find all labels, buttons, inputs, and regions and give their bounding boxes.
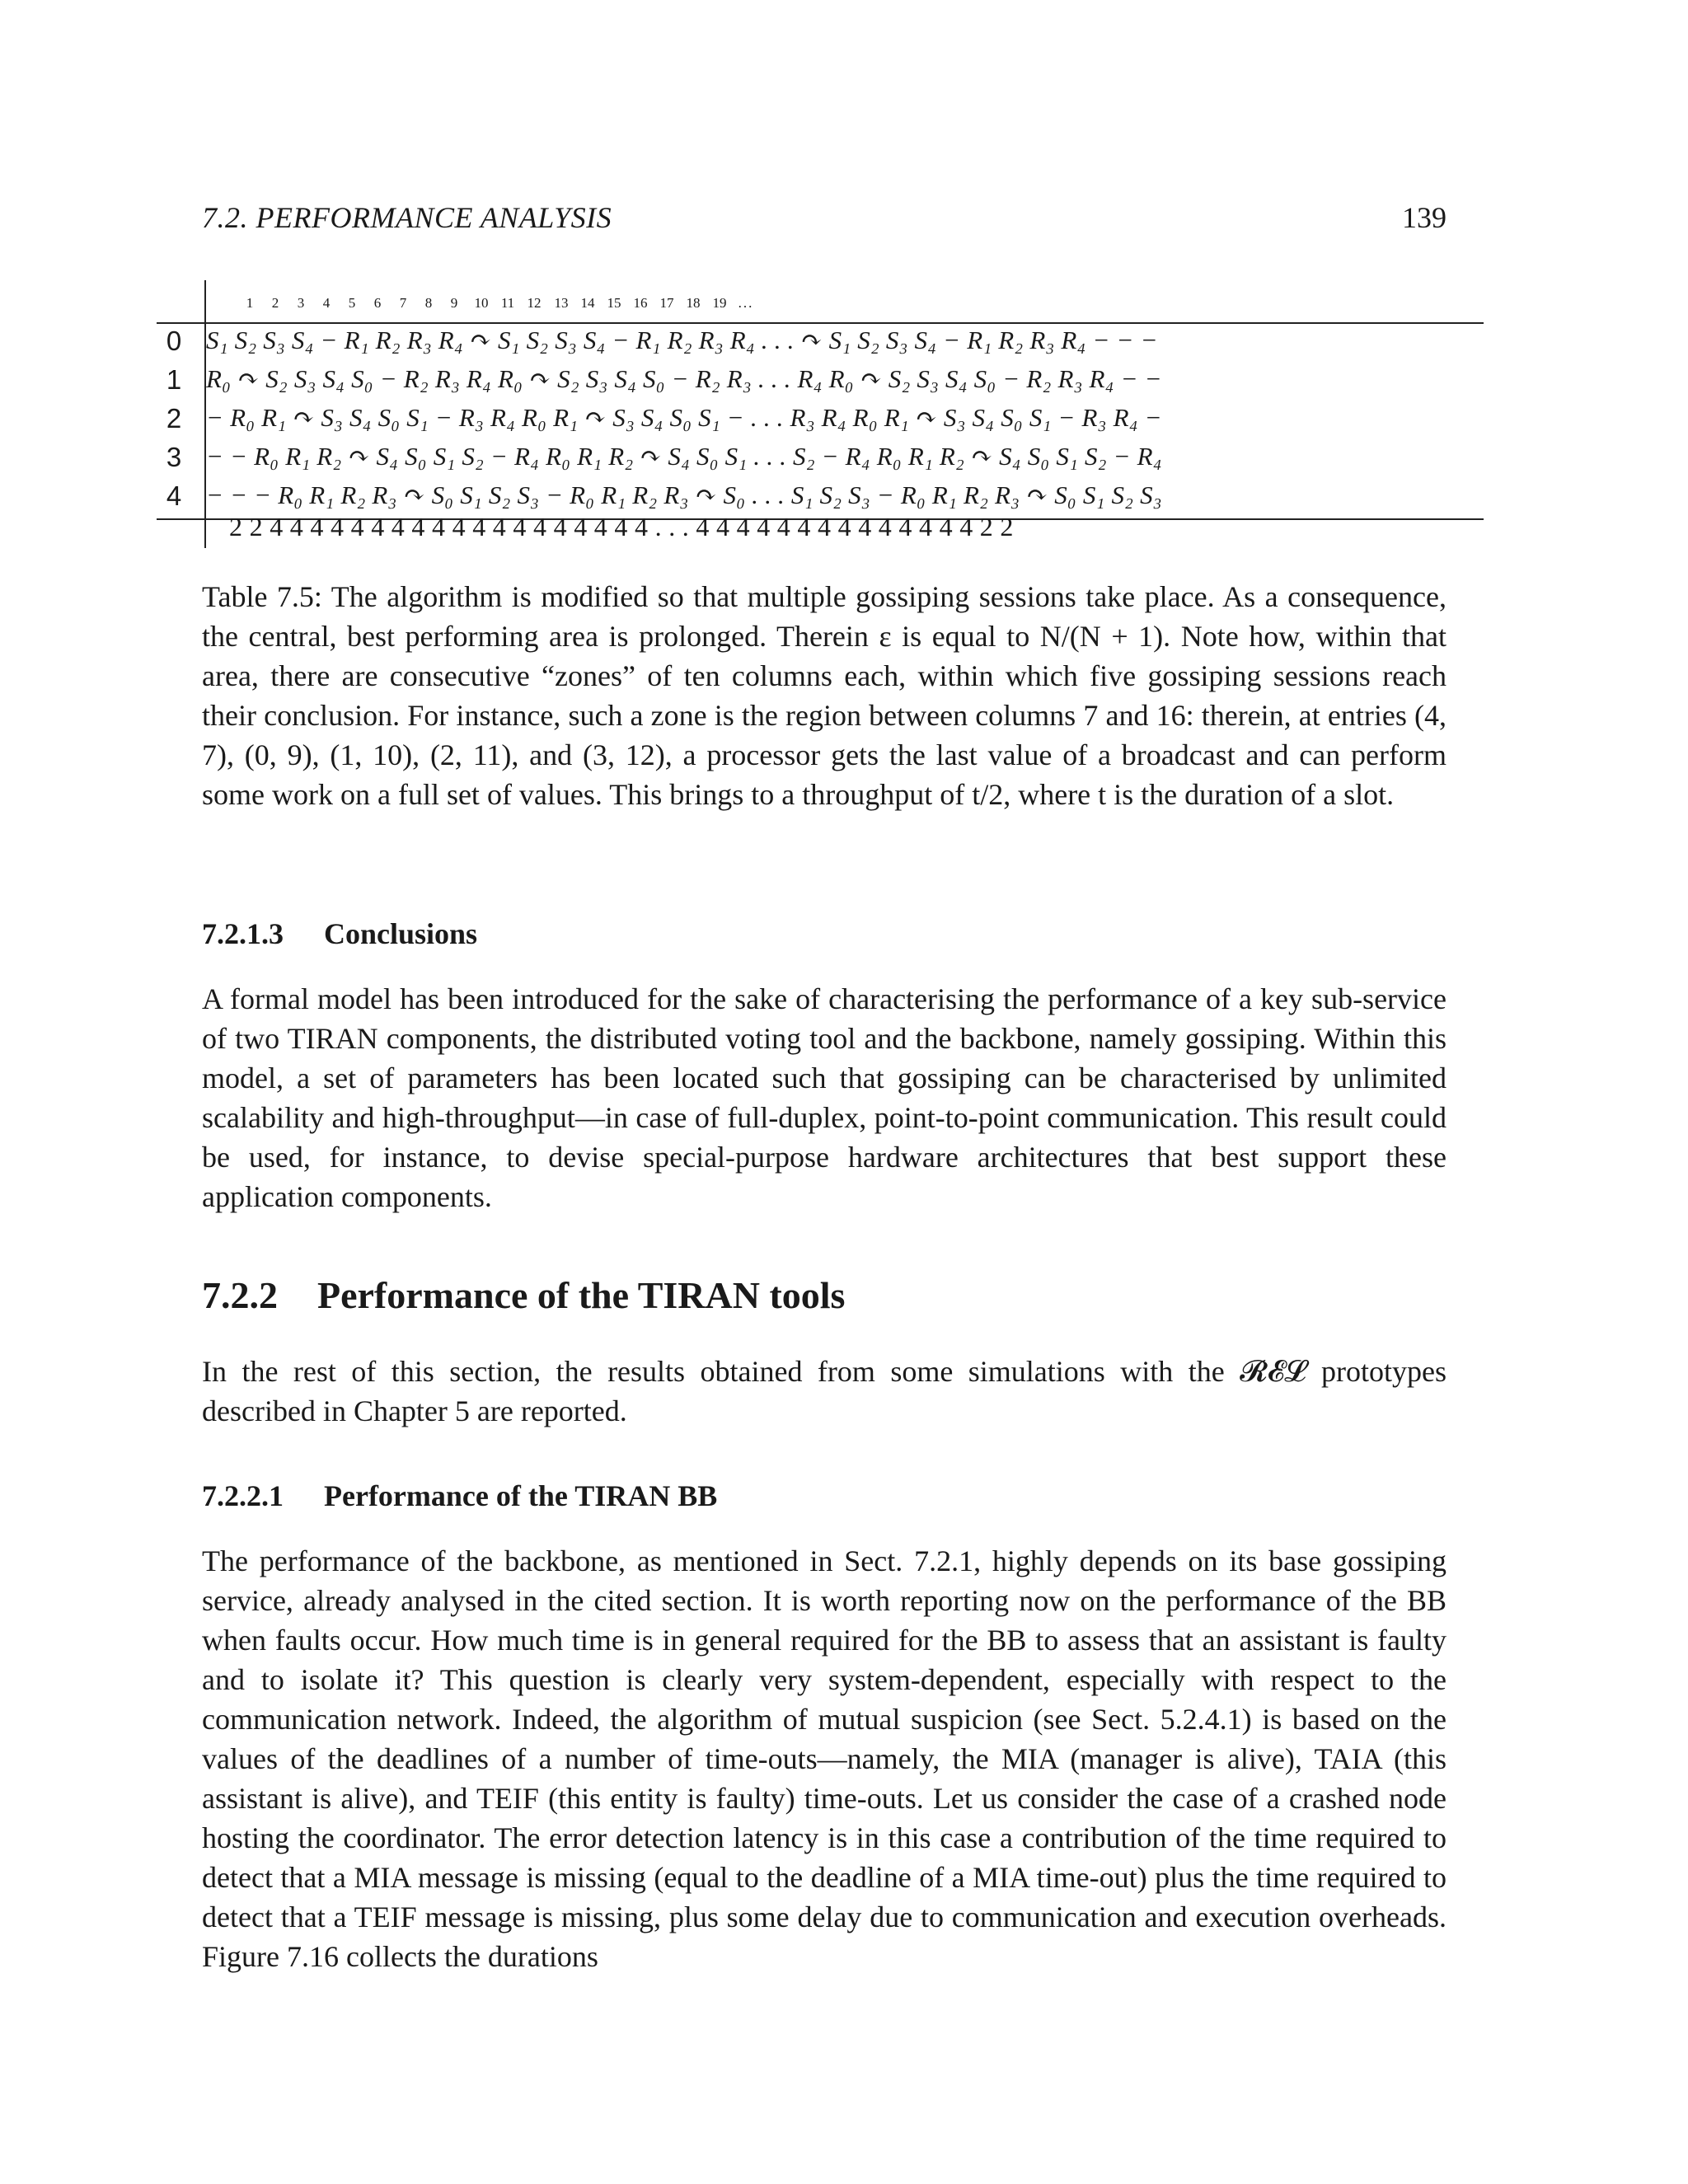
row-sequence: − R₀ R₁ ↷ S₃ S₄ S₀ S₁ − R₃ R₄ R₀ R₁ ↷ S₃ S₄ S₀ S₁ − . . . R₃ R₄ R₀ R₁ ↷ S₃ S₄ S₀ S₁ − R₃ R₄ − xyxy=(206,403,1162,432)
row-sequence: S₁ S₂ S₃ S₄ − R₁ R₂ R₃ R₄ ↷ S₁ S₂ S₃ S₄ − R₁ R₂ R₃ R₄ . . . ↷ S₁ S₂ S₃ S₄ − R₁ R₂ R₃ R₄ − − − xyxy=(206,326,1158,354)
heading-number: 7.2.2 xyxy=(202,1274,278,1316)
column-number: 15 xyxy=(607,295,621,311)
running-head xyxy=(202,200,1447,241)
column-number: 13 xyxy=(554,295,569,311)
heading-number: 7.2.1.3 xyxy=(202,917,284,950)
heading-title: Performance of the TIRAN BB xyxy=(324,1479,718,1512)
subsection-heading-tiran-bb xyxy=(202,1479,717,1513)
column-number: 9 xyxy=(450,295,458,311)
column-number: 14 xyxy=(580,295,595,311)
row-index: 2 xyxy=(166,403,182,434)
row-index: 3 xyxy=(166,442,182,472)
column-number: 16 xyxy=(633,295,648,311)
row-index: 0 xyxy=(166,326,182,356)
column-number: 18 xyxy=(686,295,701,311)
column-number: 1 xyxy=(246,295,254,311)
running-title: 7.2. PERFORMANCE ANALYSIS xyxy=(202,201,612,234)
row-sequence: − − − R₀ R₁ R₂ R₃ ↷ S₀ S₁ S₂ S₃ − R₀ R₁ R₂ R₃ ↷ S₀ . . . S₁ S₂ S₃ − R₀ R₁ R₂ R₃ ↷ S₀ S₁ S₂ S₃ xyxy=(206,480,1162,509)
paragraph-text: The performance of the backbone, as mentioned in Sect. 7.2.1, highly depends on its base gossiping service, already analysed in the cited section. It is worth reporting now on the performance of the BB when faults occur. How much time is in general required for the BB to assess that an assistant is faulty and to isolate it? This question is clearly very system-dependent, especially with respect to the communication network. Indeed, the algorithm of mutual suspicion (see Sect. 5.2.4.1) is based on the values of the deadlines of a number of time-outs—namely, the MIA (manager is alive), TAIA (this assistant is alive), and TEIF (this entity is faulty) time-outs. Let us consider the case of a crashed node hosting the coordinator. The error detection latency is in this case a contribution of the time required to detect that a MIA message is missing (equal to the deadline of a MIA time-out) plus the time required to detect that a TEIF message is missing, plus some delay due to communication and execution overheads. Figure 7.16 collects the durations xyxy=(202,1544,1447,1973)
bb-paragraph xyxy=(202,1541,1447,1976)
heading-title: Performance of the TIRAN tools xyxy=(317,1274,846,1316)
paragraph-text: A formal model has been introduced for the sake of characterising the performance of a key sub-service of two TIRAN components, the distributed voting tool and the backbone, namely gossiping. Within this model, a set of parameters has been located such that gossiping can be characterised by unlimited scalability and high-throughput—in case of full-duplex, point-to-point communication. This result could be used, for instance, to devise special-purpose hardware architectures that best support these application components. xyxy=(202,982,1447,1213)
page-number: 139 xyxy=(1402,201,1447,234)
gossip-table xyxy=(157,280,1484,548)
column-number: 19 xyxy=(712,295,727,311)
column-number: 6 xyxy=(373,295,382,311)
column-number: 12 xyxy=(527,295,542,311)
caption-text: Table 7.5: The algorithm is modified so that multiple gossiping sessions take place. As a consequence, the central, best performing area is prolonged. Therein ε is equal to N/(N + 1). Note how, within that area, there are consecutive “zones” of ten columns each, within which five gossiping sessions reach their conclusion. For instance, such a zone is the region between columns 7 and 16: therein, at entries (4, 7), (0, 9), (1, 10), (2, 11), and (3, 12), a processor gets the last value of a broadcast and can perform some work on a full set of values. This brings to a throughput of t/2, where t is the duration of a slot. xyxy=(202,580,1447,811)
section-heading-tiran-tools xyxy=(202,1273,845,1317)
table-caption xyxy=(202,577,1447,814)
tools-paragraph xyxy=(202,1352,1447,1431)
column-number: 3 xyxy=(297,295,305,311)
row-sequence: R₀ ↷ S₂ S₃ S₄ S₀ − R₂ R₃ R₄ R₀ ↷ S₂ S₃ S₄ S₀ − R₂ R₃ . . . R₄ R₀ ↷ S₂ S₃ S₄ S₀ − R₂ R₃ R₄ − − xyxy=(206,364,1162,393)
column-number: 7 xyxy=(399,295,407,311)
heading-number: 7.2.2.1 xyxy=(202,1479,284,1512)
conclusions-paragraph xyxy=(202,979,1447,1216)
column-number: 10 xyxy=(474,295,489,311)
paragraph-text: In the rest of this section, the results obtained from some simulations with the 𝓡𝓔𝓛 prototypes described in Chapter 5 are reported. xyxy=(202,1355,1447,1427)
column-number: 5 xyxy=(348,295,356,311)
column-number: 8 xyxy=(424,295,433,311)
column-number: 11 xyxy=(500,295,515,311)
heading-title: Conclusions xyxy=(324,917,478,950)
row-index: 4 xyxy=(166,480,182,511)
row-sequence: − − R₀ R₁ R₂ ↷ S₄ S₀ S₁ S₂ − R₄ R₀ R₁ R₂ ↷ S₄ S₀ S₁ . . . S₂ − R₄ R₀ R₁ R₂ ↷ S₄ S₀ S₁ S₂ − R₄ xyxy=(206,442,1162,471)
table-top-rule xyxy=(157,322,1484,324)
column-number: 4 xyxy=(322,295,331,311)
subsection-heading-conclusions xyxy=(202,916,477,951)
throughput-totals-row: 2 2 4 4 4 4 4 4 4 4 4 4 4 4 4 4 4 4 4 4 4 . . . 4 4 4 4 4 4 4 4 4 4 4 4 4 4 2 2 xyxy=(229,512,1014,541)
column-number: 2 xyxy=(271,295,279,311)
row-index: 1 xyxy=(166,364,182,395)
column-number: ... xyxy=(738,295,754,311)
column-number: 17 xyxy=(659,295,674,311)
